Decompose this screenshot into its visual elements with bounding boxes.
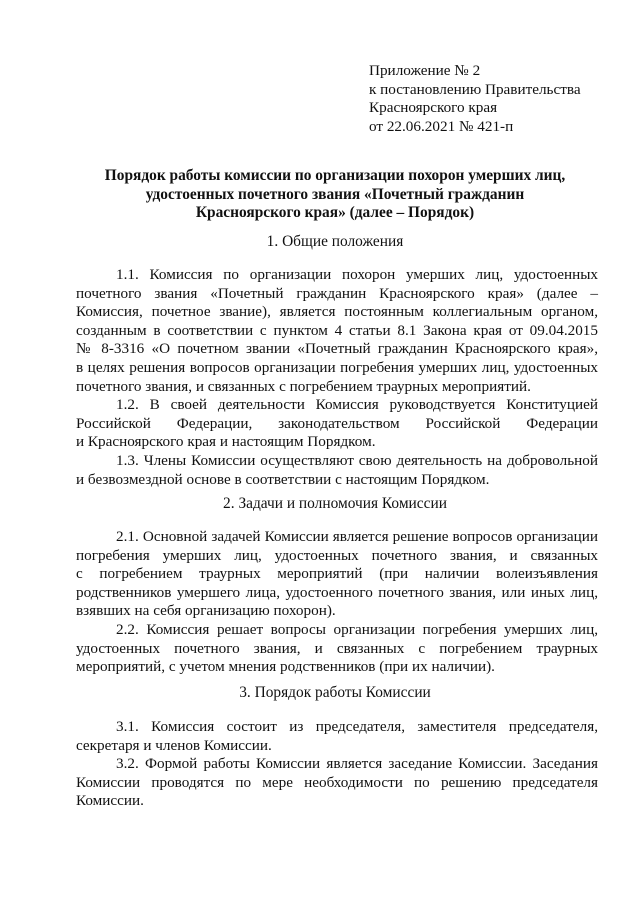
paragraph-1-2 (76, 396, 598, 452)
paragraph-1-1 (76, 266, 598, 396)
text-line: 2.2. Комиссия решает вопросы организации погребения умерших лиц, (116, 621, 598, 638)
text-line: 1.2. В своей деятельности Комиссия руководствуется Конституцией (116, 396, 598, 413)
text-line: Комиссия, почетное звание), является постоянным коллегиальным органом, (76, 303, 598, 321)
appendix-line: к постановлению Правительства (369, 80, 581, 98)
text-line: с погребением траурных мероприятий (при наличии волеизъявления (76, 565, 598, 583)
paragraph-3-1 (76, 718, 598, 755)
paragraph-3-2 (76, 755, 598, 811)
text-line: почетного звания, и связанных с погребением траурных мероприятий. (76, 377, 531, 395)
paragraph-1-3 (76, 452, 598, 489)
text-line: № 8-3316 «О почетном звании «Почетный гражданин Красноярского края», (76, 340, 598, 358)
appendix-line: от 22.06.2021 № 421-п (369, 117, 514, 135)
section-heading-2: 2. Задачи и полномочия Комиссии (223, 495, 447, 512)
text-line: секретаря и членов Комиссии. (76, 736, 272, 754)
title-line: Красноярского края» (далее – Порядок) (195, 204, 475, 221)
text-line: Комиссии. (76, 792, 144, 810)
paragraph-2-2 (76, 621, 598, 677)
title-line: удостоенных почетного звания «Почетный гражданин (145, 185, 525, 203)
text-line: Комиссии проводятся по мере необходимости по решению председателя (76, 773, 598, 791)
section-heading-1: 1. Общие положения (266, 233, 404, 250)
text-line: 2.1. Основной задачей Комиссии является решение вопросов организации (116, 528, 598, 545)
section-heading-3: 3. Порядок работы Комиссии (239, 684, 431, 701)
text-line: взявших на себя организацию похорон). (76, 602, 336, 620)
text-line: в целях решения вопросов организации погребения умерших лиц, удостоенных (76, 358, 598, 376)
text-line: 3.2. Формой работы Комиссии является заседание Комиссии. Заседания (116, 755, 598, 772)
text-line: погребения умерших лиц, удостоенных почетного звания, и связанных (76, 546, 598, 564)
text-line: Российской Федерации, законодательством Российской Федерации (76, 414, 598, 432)
text-line: удостоенных почетного звания, и связанных с погребением траурных (76, 639, 598, 657)
appendix-line: Красноярского края (369, 99, 498, 117)
text-line: и безвозмездной основе в соответствии с настоящим Порядком. (76, 470, 490, 488)
appendix-line: Приложение № 2 (369, 62, 481, 79)
text-line: 1.3. Члены Комиссии осуществляют свою деятельность на добровольной (116, 452, 598, 469)
title-line: Порядок работы комиссии по организации похорон умерших лиц, (104, 167, 566, 184)
text-line: созданным в соответствии с пунктом 4 статьи 8.1 Закона края от 09.04.2015 (76, 321, 598, 339)
text-line: почетного звания «Почетный гражданин Красноярского края» (далее – (76, 284, 598, 302)
paragraph-2-1 (76, 528, 598, 621)
text-line: и Красноярского края и настоящим Порядком. (76, 433, 376, 451)
text-line: родственников умершего лица, удостоенного почетного звания, или иных лиц, (76, 583, 598, 601)
text-line: мероприятий, с учетом мнения родственников (при их наличии). (76, 658, 495, 676)
text-line: 3.1. Комиссия состоит из председателя, заместителя председателя, (116, 718, 598, 735)
appendix-block (369, 62, 619, 136)
document-title (70, 167, 600, 223)
text-line: 1.1. Комиссия по организации похорон умерших лиц, удостоенных (116, 266, 598, 283)
